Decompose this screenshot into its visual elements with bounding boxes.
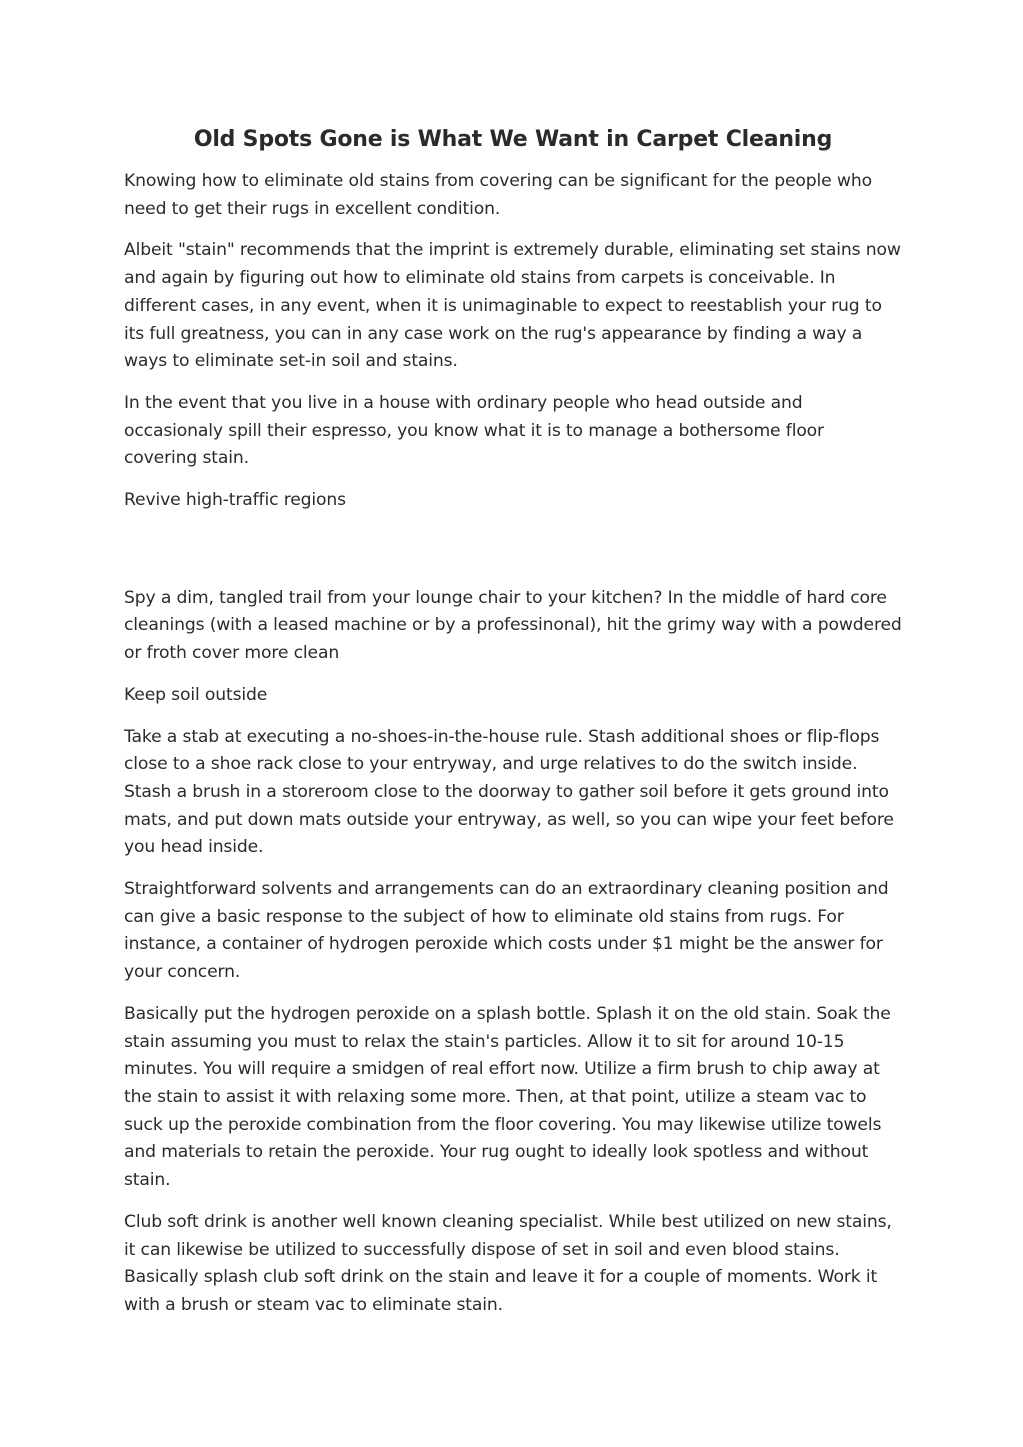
- paragraph-club-soda: Club soft drink is another well known cleaning specialist. While best utilized on new stains, it can likewise be utilized to successfully dispose of set in soil and even blood stains. Basically splash club soft drink on the stain and leave it for a couple of moments. Work it with a brush or steam vac to eliminate stain.: [124, 1211, 892, 1315]
- subheading-keep-soil: Keep soil outside: [124, 684, 268, 705]
- paragraph-espresso: In the event that you live in a house with ordinary people who head outside and occasionaly spill their espresso, you know what it is to manage a bothersome floor covering stain.: [124, 392, 824, 469]
- paragraph-peroxide: Basically put the hydrogen peroxide on a splash bottle. Splash it on the old stain. Soak the stain assuming you must to relax the stain's particles. Allow it to sit for around 10-15 minutes. You will require a smidgen of real effort now. Utilize a firm brush to chip away at the stain to assist it with relaxing some more. Then, at that point, utilize a steam vac to suck up the peroxide combination from the floor covering. You may likewise utilize towels and materials to retain the peroxide. Your rug ought to ideally look spotless and without stain.: [124, 1003, 891, 1191]
- paragraph-set-stains: Albeit "stain" recommends that the imprint is extremely durable, eliminating set stains now and again by figuring out how to eliminate old stains from carpets is conceivable. In different cases, in any event, when it is unimaginable to expect to reestablish your rug to its full greatness, you can in any case work on the rug's appearance by finding a way a ways to eliminate set-in soil and stains.: [124, 240, 901, 372]
- document-page: [124, 124, 902, 1334]
- paragraph-no-shoes: Take a stab at executing a no-shoes-in-the-house rule. Stash additional shoes or flip-flops close to a shoe rack close to your entryway, and urge relatives to do the switch inside. Stash a brush in a storeroom close to the doorway to gather soil before it gets ground into mats, and put down mats outside your entryway, as well, so you can wipe your feet before you head inside.: [124, 726, 894, 858]
- paragraph-solvents: Straightforward solvents and arrangements can do an extraordinary cleaning position and can give a basic response to the subject of how to eliminate old stains from rugs. For instance, a container of hydrogen peroxide which costs under $1 might be the answer for your concern.: [124, 879, 889, 983]
- blank-spacer: [124, 529, 902, 585]
- subheading-high-traffic: Revive high-traffic regions: [124, 490, 346, 511]
- paragraph-intro: Knowing how to eliminate old stains from covering can be significant for the people who need to get their rugs in excellent condition.: [124, 171, 872, 219]
- page-title: Old Spots Gone is What We Want in Carpet Cleaning: [193, 127, 833, 152]
- paragraph-trail: Spy a dim, tangled trail from your lounge chair to your kitchen? In the middle of hard core cleanings (with a leased machine or by a professinonal), hit the grimy way with a powdered or froth cover more clean: [124, 587, 902, 664]
